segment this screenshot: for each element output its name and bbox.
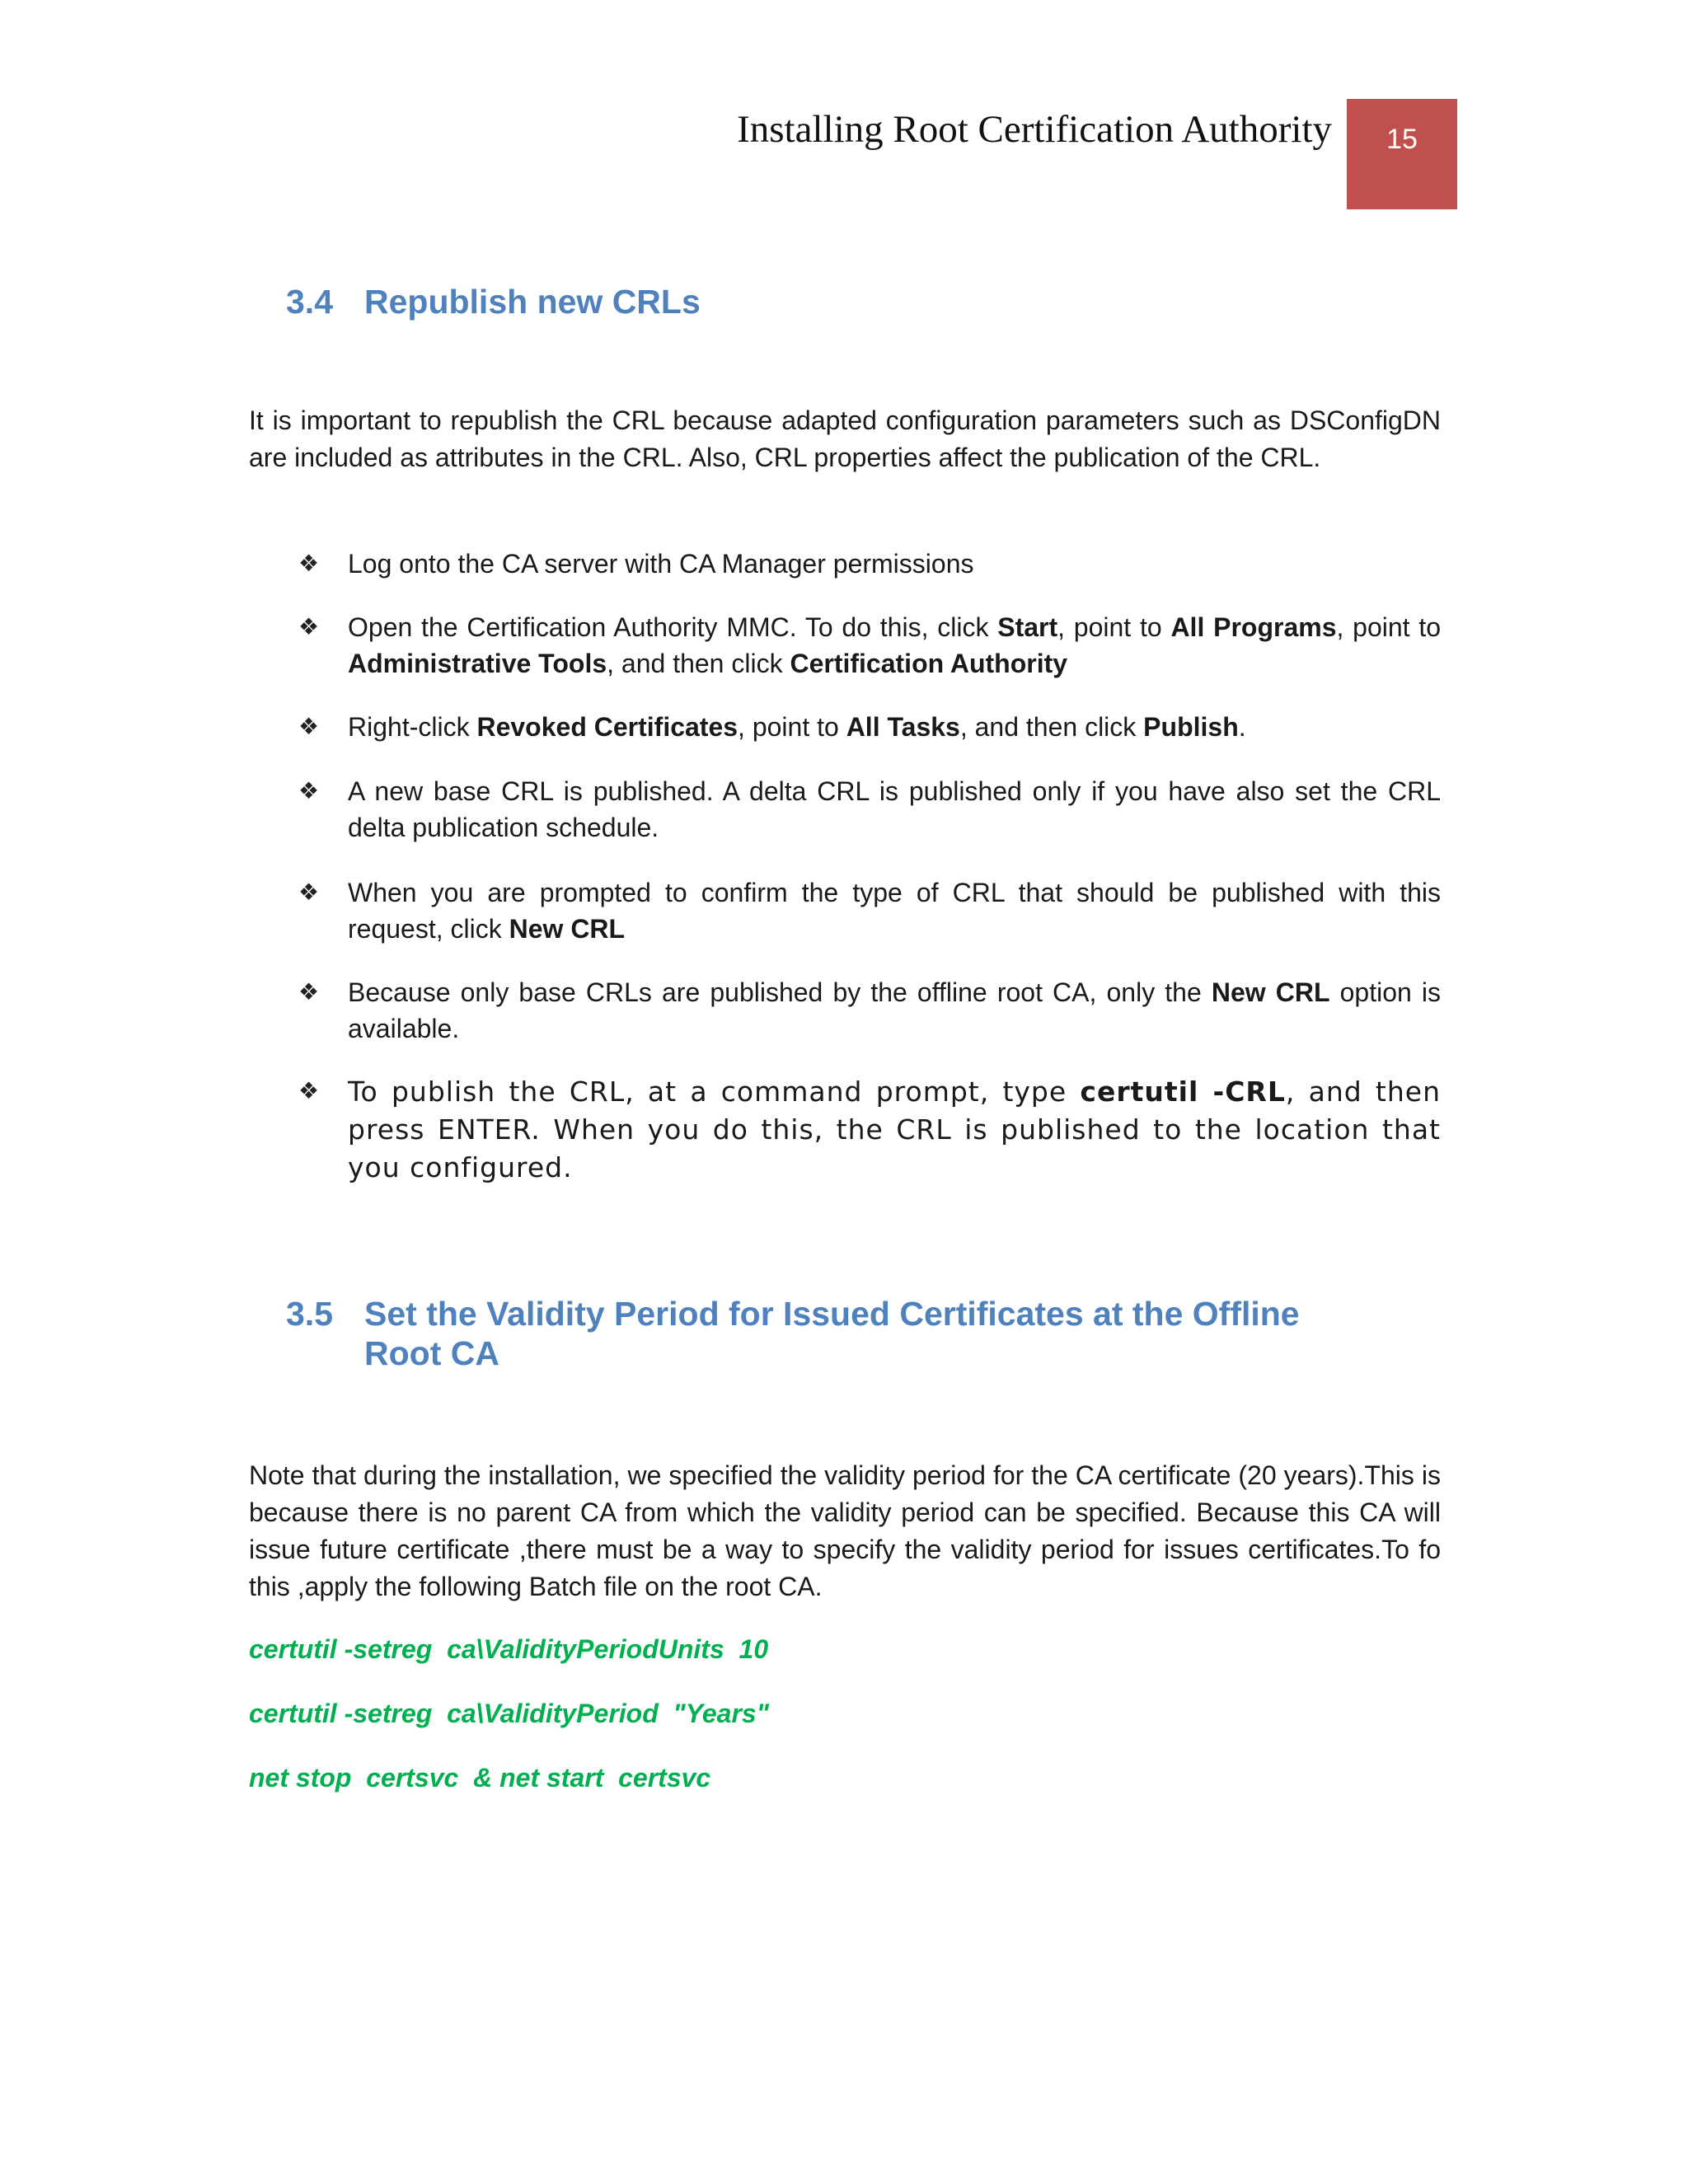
intro-paragraph-3-4: It is important to republish the CRL because adapted configuration parameters such as DSConfigDN are included as attributes in the CRL. Also, CRL properties affect the publication of the CRL. (249, 405, 1441, 472)
text-run: A new base CRL is published. A delta CRL is published only if you have also set the CRL delta publication schedule. (348, 776, 1441, 842)
diamond-bullet-icon: ❖ (298, 614, 320, 640)
bold-term: New CRL (509, 914, 626, 944)
bold-term: Administrative Tools (348, 649, 607, 678)
diamond-bullet-icon: ❖ (298, 1078, 320, 1104)
bullet-text (348, 546, 1441, 582)
section-number: 3.5 (286, 1295, 333, 1333)
text-run: , and then press ENTER. When you do this, the CRL is published to the location that you configured. (348, 1076, 1441, 1183)
bullet-text (348, 609, 1441, 682)
bold-term: certutil -CRL (1080, 1076, 1286, 1108)
section-title: Set the Validity Period for Issued Certificates at the Offline Root CA (364, 1295, 1300, 1372)
bold-term: Publish (1143, 712, 1239, 742)
list-item (249, 709, 1441, 745)
intro-paragraph-3-5: Note that during the installation, we specified the validity period for the CA certificate (20 years).This is because there is no parent CA from which the validity period can be specified. Because this CA will issue future certificate ,there must be a way to specify the validity period for issues certificates.To fo this ,apply the following Batch file on the root CA. (249, 1460, 1441, 1601)
text-run: , and then click (607, 649, 790, 678)
bold-term: All Programs (1170, 612, 1337, 642)
bullet-text (348, 874, 1441, 947)
list-item (249, 609, 1441, 682)
section-heading-3-5 (286, 1294, 1378, 1373)
bullet-text (348, 773, 1441, 846)
bold-term: New CRL (1211, 977, 1330, 1007)
text-run: . (1238, 712, 1246, 742)
bold-term: Certification Authority (790, 649, 1068, 678)
bullet-text (348, 709, 1441, 745)
batch-command-line: certutil -setreg ca\ValidityPeriod "Years" (249, 1699, 769, 1728)
bold-term: Revoked Certificates (476, 712, 738, 742)
bullet-text (348, 1073, 1441, 1187)
text-run: Log onto the CA server with CA Manager permissions (348, 549, 974, 579)
text-run: Because only base CRLs are published by the offline root CA, only the (348, 977, 1212, 1007)
diamond-bullet-icon: ❖ (298, 879, 320, 905)
diamond-bullet-icon: ❖ (298, 778, 320, 804)
bold-term: Start (997, 612, 1058, 642)
section-heading-3-4 (286, 282, 1378, 321)
text-run: , point to (738, 712, 846, 742)
page-number-box (1347, 99, 1457, 209)
text-run: , point to (1336, 612, 1442, 642)
page-number: 15 (1386, 124, 1418, 155)
running-header-title: Installing Root Certification Authority (737, 108, 1332, 151)
diamond-bullet-icon: ❖ (298, 551, 320, 576)
list-item (249, 974, 1441, 1047)
list-item (249, 874, 1441, 947)
text-run: option is available. (348, 977, 1442, 1043)
diamond-bullet-icon: ❖ (298, 714, 320, 739)
list-item (249, 546, 1441, 582)
text-run: To publish the CRL, at a command prompt, type (348, 1076, 1081, 1108)
text-run: , point to (1057, 612, 1171, 642)
text-run: When you are prompted to confirm the type of CRL that should be published with this request, click (348, 878, 1441, 944)
bold-term: All Tasks (846, 712, 960, 742)
list-item (249, 773, 1441, 846)
batch-command-line: certutil -setreg ca\ValidityPeriodUnits 10 (249, 1634, 769, 1664)
list-item (249, 1073, 1441, 1187)
text-run: , and then click (959, 712, 1144, 742)
section-number: 3.4 (286, 283, 333, 321)
diamond-bullet-icon: ❖ (298, 979, 320, 1005)
batch-command-line: net stop certsvc & net start certsvc (249, 1763, 711, 1793)
section-title: Republish new CRLs (364, 283, 701, 321)
bullet-text (348, 974, 1441, 1047)
text-run: Right-click (348, 712, 477, 742)
text-run: Open the Certification Authority MMC. To do this, click (348, 612, 998, 642)
